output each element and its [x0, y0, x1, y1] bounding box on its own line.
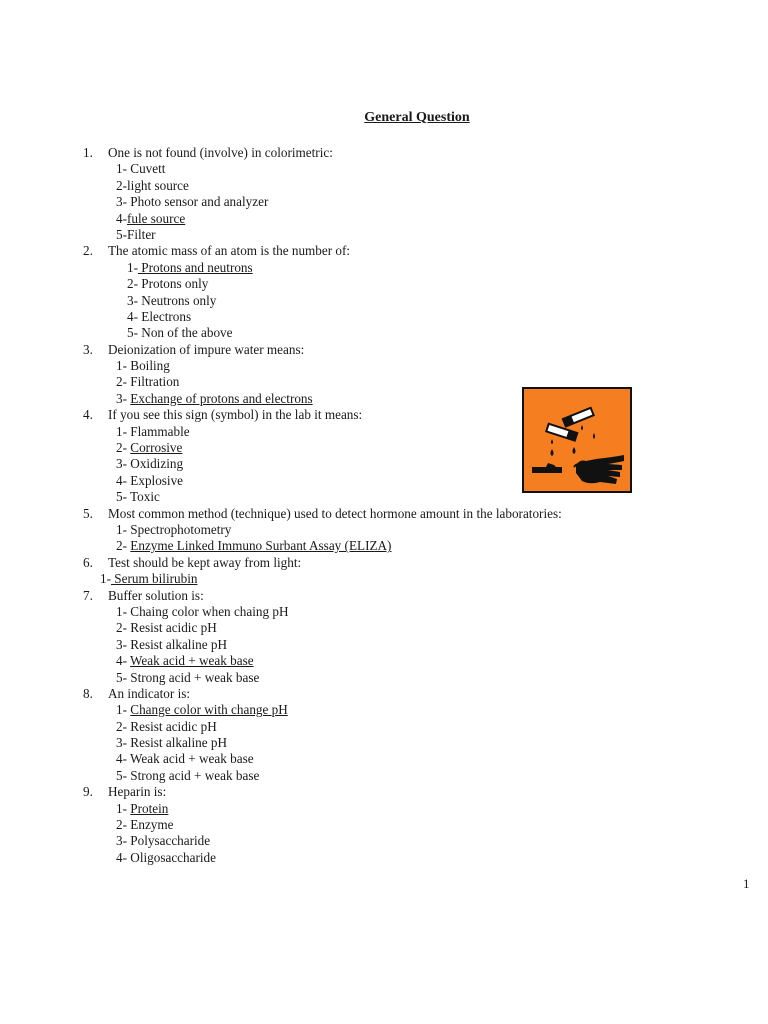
question-1 [0, 145, 768, 161]
option-text: Cuvett [130, 161, 166, 177]
option [0, 374, 768, 390]
option [0, 817, 768, 833]
option-prefix: 3- [116, 194, 131, 210]
option-text: Neutrons only [141, 292, 217, 308]
answer-text: Exchange of protons and electrons [130, 390, 313, 406]
option [0, 325, 768, 341]
corrosive-symbol-graphic [524, 389, 630, 491]
page-number: 1 [743, 876, 750, 891]
option-text: Resist alkaline pH [130, 636, 227, 652]
option-prefix: 4- [116, 472, 131, 488]
option-prefix: 1- [127, 259, 138, 275]
answer-text: Protons and neutrons [138, 259, 253, 275]
option-prefix: 1- [116, 423, 131, 439]
option [0, 194, 768, 210]
option-prefix: 4- [116, 751, 131, 767]
option-prefix: 2- [116, 620, 131, 636]
answer-text: Serum bilirubin [111, 571, 198, 587]
option [0, 735, 768, 751]
question-number: 8. [83, 685, 93, 701]
question-number: 2. [83, 243, 93, 259]
option-answer [0, 702, 768, 718]
option-prefix: 1- [100, 571, 111, 587]
option [0, 276, 768, 292]
option-prefix: 4- [116, 653, 131, 669]
option [0, 768, 768, 784]
option-prefix: 2- [116, 538, 131, 554]
option-text: Protons only [141, 276, 209, 292]
option [0, 751, 768, 767]
question-4 [0, 407, 768, 423]
option-answer [0, 391, 768, 407]
option-prefix: 3- [116, 833, 131, 849]
option-text: Weak acid + weak base [130, 751, 254, 767]
question-text: Heparin is: [108, 784, 167, 800]
option-prefix: 3- [116, 735, 131, 751]
option-prefix: 4- [116, 849, 131, 865]
option-prefix: 2- [116, 718, 131, 734]
option-prefix: 1- [116, 800, 131, 816]
option-text: light source [127, 177, 189, 193]
option-text: Explosive [130, 472, 184, 488]
option-prefix: 4- [116, 210, 127, 226]
question-text: One is not found (involve) in colorimetric: [108, 145, 333, 160]
option-prefix: 2- [116, 817, 131, 833]
answer-text: fule source [127, 210, 186, 226]
option-answer [0, 260, 768, 276]
question-number: 5. [83, 505, 93, 521]
option-prefix: 1- [116, 521, 131, 537]
option-prefix: 3- [116, 456, 131, 472]
option-text: Toxic [130, 489, 160, 505]
option-prefix: 3- [116, 390, 131, 406]
question-text: If you see this sign (symbol) in the lab it means: [108, 407, 363, 423]
question-text: Buffer solution is: [108, 587, 204, 603]
question-5 [0, 506, 768, 522]
option-answer [0, 801, 768, 817]
question-8 [0, 686, 768, 702]
answer-text: Enzyme Linked Immuno Surbant Assay (ELIZA) [130, 538, 392, 554]
question-3 [0, 342, 768, 358]
option [0, 620, 768, 636]
corrosive-hazard-icon [522, 387, 632, 493]
option-prefix: 1- [116, 161, 131, 177]
option-text: Resist acidic pH [130, 620, 217, 636]
option-prefix: 3- [127, 292, 142, 308]
option-text: Enzyme [130, 817, 174, 833]
option-prefix: 5- [116, 767, 131, 783]
option-answer [0, 653, 768, 669]
option [0, 850, 768, 866]
option-text: Filtration [130, 374, 180, 390]
option [0, 604, 768, 620]
option [0, 227, 768, 243]
option [0, 161, 768, 177]
option-text: Boiling [130, 358, 170, 374]
question-number: 1. [83, 145, 93, 160]
question-number: 4. [83, 407, 93, 423]
option-prefix: 5- [116, 226, 127, 242]
option-prefix: 1- [116, 603, 131, 619]
option-answer [0, 211, 768, 227]
option-answer [0, 571, 768, 587]
option [0, 637, 768, 653]
option-text: Electrons [141, 308, 192, 324]
option-prefix: 2- [116, 177, 127, 193]
option-text: Oligosaccharide [130, 849, 216, 865]
option-text: Flammable [130, 423, 190, 439]
option-prefix: 4- [127, 308, 142, 324]
answer-text: Corrosive [130, 440, 183, 456]
question-6 [0, 555, 768, 571]
question-text: Test should be kept away from light: [108, 554, 302, 570]
option-text: Photo sensor and analyzer [130, 194, 269, 210]
question-number: 3. [83, 341, 93, 357]
question-text: Most common method (technique) used to detect hormone amount in the laboratories: [108, 505, 562, 521]
option [0, 670, 768, 686]
option [0, 456, 768, 472]
question-number: 9. [83, 784, 93, 800]
page-title: General Question [364, 110, 470, 125]
question-number: 6. [83, 554, 93, 570]
option [0, 358, 768, 374]
option-text: Spectrophotometry [130, 521, 232, 537]
answer-text: Weak acid + weak base [130, 653, 254, 669]
option-prefix: 2- [116, 440, 131, 456]
option-text: Resist alkaline pH [130, 735, 227, 751]
option [0, 719, 768, 735]
question-text: An indicator is: [108, 685, 191, 701]
option [0, 424, 768, 440]
question-text: Deionization of impure water means: [108, 341, 305, 357]
option-prefix: 1- [116, 358, 131, 374]
option [0, 473, 768, 489]
option-prefix: 2- [116, 374, 131, 390]
option-prefix: 5- [127, 325, 142, 341]
option-text: Chaing color when chaing pH [130, 603, 289, 619]
question-2 [0, 243, 768, 259]
option [0, 178, 768, 194]
option-text: Polysaccharide [130, 833, 211, 849]
option-text: Resist acidic pH [130, 718, 217, 734]
answer-text: Protein [130, 800, 169, 816]
option-prefix: 5- [116, 669, 131, 685]
option [0, 293, 768, 309]
option [0, 833, 768, 849]
option-text: Non of the above [141, 325, 233, 341]
question-7 [0, 588, 768, 604]
option-text: Filter [127, 226, 156, 242]
question-9 [0, 784, 768, 800]
option-text: Strong acid + weak base [130, 767, 260, 783]
answer-text: Change color with change pH [130, 702, 288, 718]
option-prefix: 3- [116, 636, 131, 652]
option-text: Strong acid + weak base [130, 669, 260, 685]
option [0, 489, 768, 505]
option-answer [0, 440, 768, 456]
option-prefix: 5- [116, 489, 131, 505]
option [0, 522, 768, 538]
question-text: The atomic mass of an atom is the number of: [108, 243, 351, 259]
option-prefix: 2- [127, 276, 142, 292]
option-answer [0, 538, 768, 554]
option-text: Oxidizing [130, 456, 184, 472]
question-list [0, 145, 768, 866]
option-prefix: 1- [116, 702, 131, 718]
question-number: 7. [83, 587, 93, 603]
option [0, 309, 768, 325]
